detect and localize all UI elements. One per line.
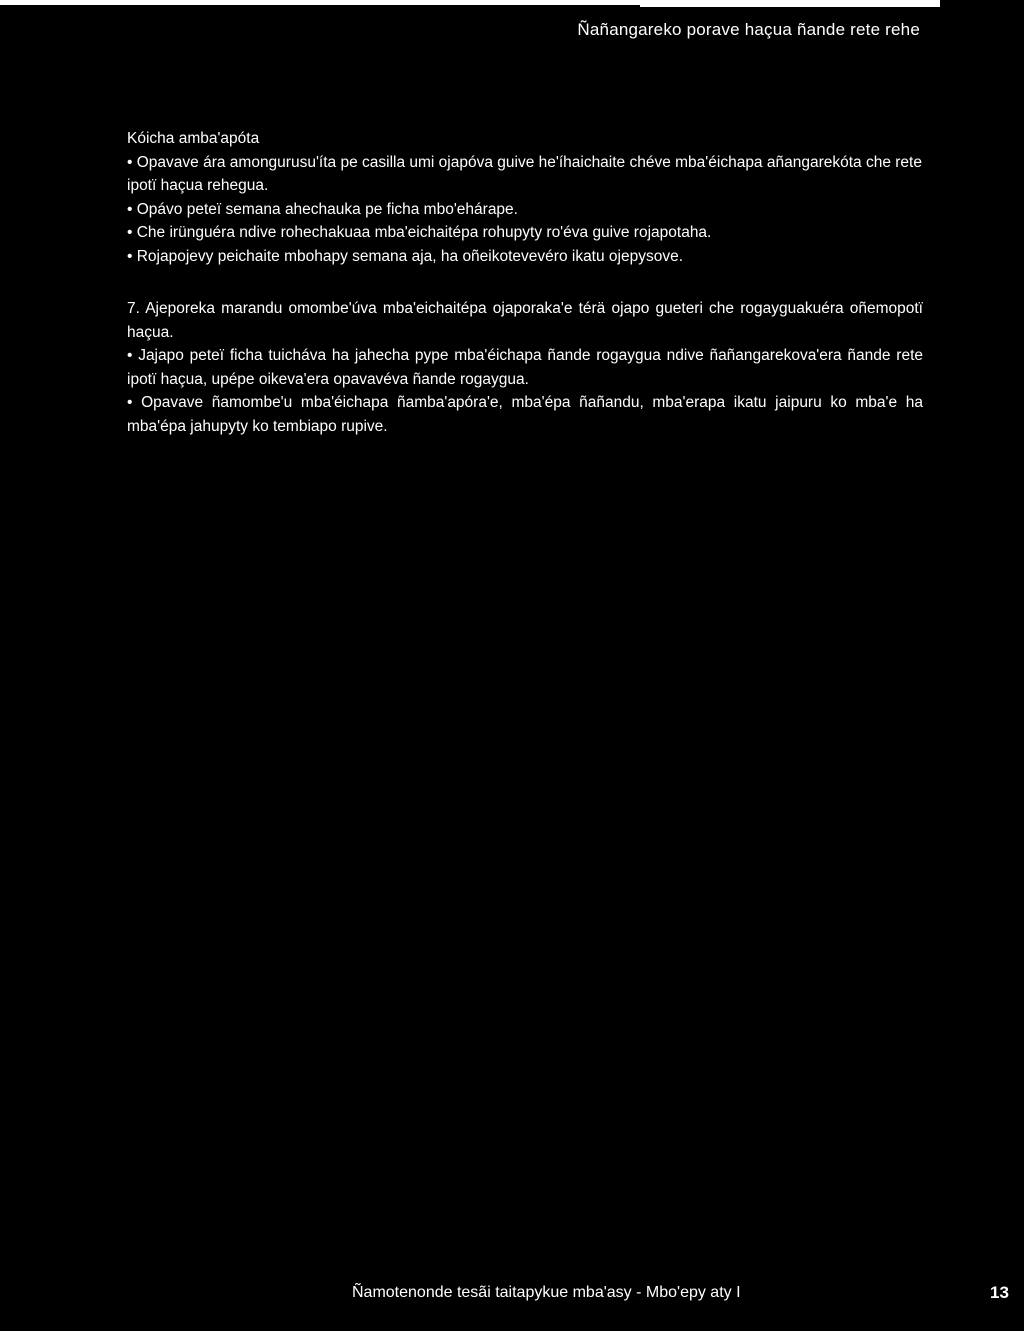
steps-list [127,151,923,269]
list-item: • Che irünguéra ndive rohechakuaa mba'eichaitépa rohupyty ro'éva guive rojapotaha. [127,221,923,245]
list-item: • Jajapo peteï ficha tuicháva ha jahecha pype mba'éichapa ñande rogaygua ndive ñañangarekova'era ñande rete ipotï haçua, upépe oikeva'era opavavéva ñande rogaygua. [127,344,923,391]
footer-book-title: Ñamotenonde tesãi taitapykue mba'asy - Mbo'epy aty I [352,1284,741,1301]
spacer [127,268,923,297]
list-item: • Opávo peteï semana ahechauka pe ficha mbo'ehárape. [127,198,923,222]
page-body [127,127,923,438]
page-number: 13 [990,1283,1009,1302]
section-title: Kóicha amba'apóta [127,130,260,147]
running-header: Ñañangareko porave haçua ñande rete rehe [577,20,920,39]
item-7-list [127,344,923,438]
top-rule-notch [640,5,940,7]
list-item: • Opavave ñamombe'u mba'éichapa ñamba'apóra'e, mba'épa ñañandu, mba'erapa ikatu jaipuru ko mba'e ha mba'épa jahupyty ko tembiapo rupive. [127,391,923,438]
list-item: • Opavave ára amongurusu'íta pe casilla umi ojapóva guive he'íhaichaite chéve mba'éichapa añangarekóta che rete ipotï haçua rehegua. [127,151,923,198]
numbered-item-7: 7. Ajeporeka marandu omombe'úva mba'eichaitépa ojaporaka'e térä ojapo gueteri che rogayguakuéra oñemopotï haçua. [127,300,923,341]
list-item: • Rojapojevy peichaite mbohapy semana aja, ha oñeikotevevéro ikatu ojepysove. [127,245,923,269]
